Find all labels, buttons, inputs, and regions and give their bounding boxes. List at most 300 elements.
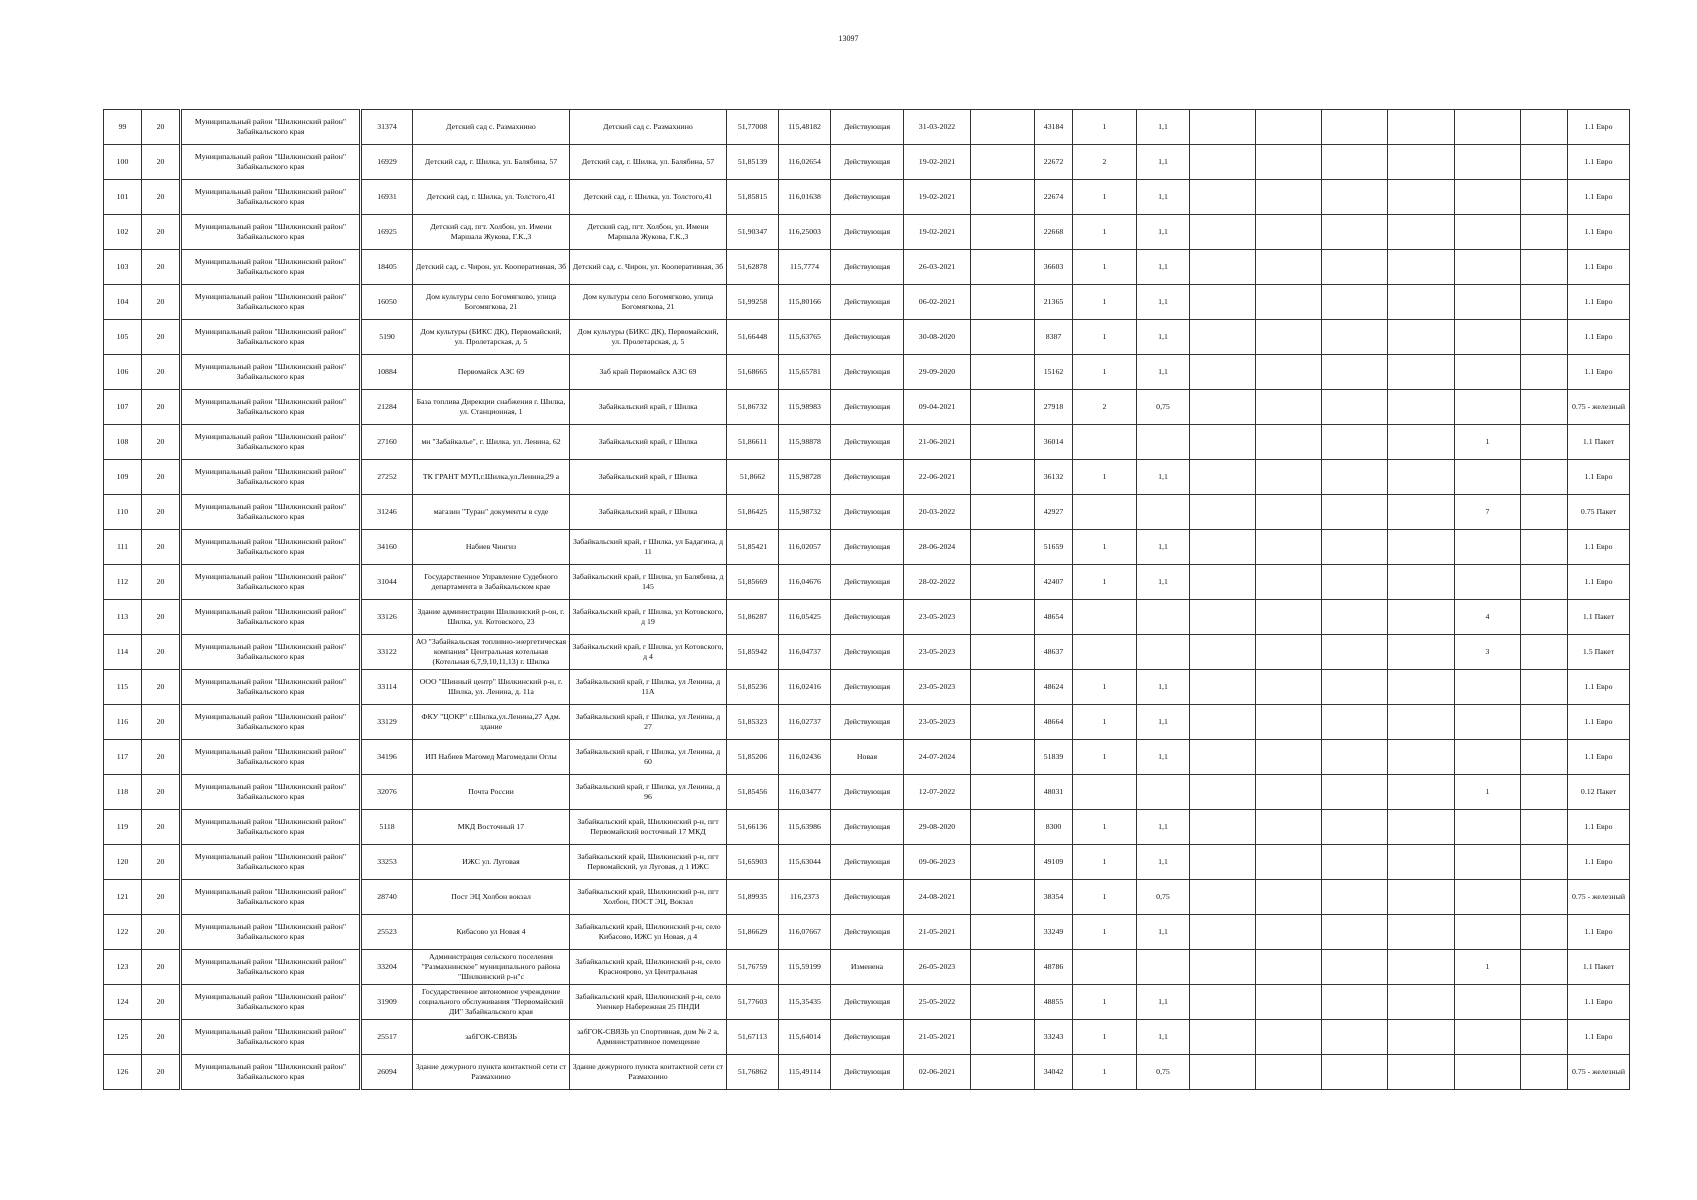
empty-col-cell — [1388, 215, 1455, 250]
longitude-cell — [779, 670, 831, 705]
empty-col-cell — [1521, 880, 1568, 915]
row-number: 104 — [116, 297, 129, 306]
longitude-cell — [779, 810, 831, 845]
municipality-cell — [181, 320, 361, 355]
region-code: 20 — [156, 612, 165, 621]
container-type-cell — [1568, 670, 1630, 705]
container-count-cell — [1073, 1055, 1137, 1090]
latitude-cell — [727, 635, 779, 670]
empty-col-cell — [1322, 460, 1388, 495]
date-cell — [904, 845, 971, 880]
empty-col-cell — [971, 390, 1035, 425]
latitude-cell — [727, 530, 779, 565]
table-row — [104, 495, 1630, 530]
container-count-cell — [1073, 775, 1137, 810]
site-id: 16925 — [377, 227, 397, 236]
region-code-cell — [142, 810, 181, 845]
empty-col-cell — [1388, 705, 1455, 740]
record-code: 33243 — [1043, 1032, 1064, 1041]
container-volume-cell — [1137, 355, 1190, 390]
container-type: 1.1 Евро — [1584, 717, 1613, 726]
empty-col-cell — [1190, 880, 1256, 915]
site-address: Забайкальский край, г Шилка, ул Ленина, д 60 — [575, 747, 721, 766]
region-code: 20 — [156, 857, 165, 866]
region-code: 20 — [156, 962, 165, 971]
site-name: Детский сад, г. Шилка, ул. Толстого,41 — [426, 192, 556, 201]
municipality-cell — [181, 845, 361, 880]
container-count: 1 — [1102, 472, 1107, 481]
site-address-cell — [570, 1020, 727, 1055]
empty-col-cell — [1256, 180, 1322, 215]
container-type-cell — [1568, 425, 1630, 460]
site-address: Забайкальский край, г Шилка, ул Котовского, д 4 — [572, 642, 724, 661]
site-name: Государственное Управление Судебного департамента в Забайкальском крае — [424, 572, 558, 591]
region-code-cell — [142, 180, 181, 215]
container-type: 1.1 Евро — [1584, 227, 1613, 236]
site-id: 16929 — [377, 157, 397, 166]
site-id: 16931 — [377, 192, 397, 201]
bag-quantity: 4 — [1485, 612, 1490, 621]
site-id-cell — [361, 110, 413, 145]
site-name: Детский сад с. Размахнино — [446, 122, 536, 131]
status: Действующая — [843, 542, 891, 551]
container-count-cell — [1073, 915, 1137, 950]
table-row — [104, 180, 1630, 215]
row-number-cell — [104, 600, 142, 635]
container-volume-cell — [1137, 180, 1190, 215]
site-name-cell — [413, 355, 570, 390]
date-cell — [904, 810, 971, 845]
empty-col-cell — [1190, 285, 1256, 320]
site-name: забГОК-СВЯЗЬ — [465, 1032, 517, 1041]
longitude: 116,02057 — [788, 542, 821, 551]
date-cell — [904, 635, 971, 670]
longitude-cell — [779, 915, 831, 950]
bag-quantity-cell — [1455, 600, 1521, 635]
longitude: 115,80166 — [788, 297, 821, 306]
municipality-cell — [181, 530, 361, 565]
empty-col-cell — [971, 355, 1035, 390]
bag-quantity-cell — [1455, 145, 1521, 180]
latitude: 51,77603 — [737, 997, 768, 1006]
latitude: 51,85456 — [737, 787, 768, 796]
site-address: Забайкальский край, г Шилка, ул Балябина, д 145 — [572, 572, 724, 591]
container-count-cell — [1073, 390, 1137, 425]
site-address-cell — [570, 215, 727, 250]
site-address-cell — [570, 110, 727, 145]
container-volume-cell — [1137, 915, 1190, 950]
latitude-cell — [727, 985, 779, 1020]
site-id: 31044 — [377, 577, 397, 586]
site-address-cell — [570, 915, 727, 950]
container-type: 1.1 Пакет — [1582, 437, 1615, 446]
status: Действующая — [843, 332, 891, 341]
container-type: 1.1 Евро — [1584, 332, 1613, 341]
record-code: 21365 — [1043, 297, 1064, 306]
empty-col-cell — [1256, 985, 1322, 1020]
status-cell — [831, 180, 904, 215]
empty-col-cell — [1388, 250, 1455, 285]
status-cell — [831, 845, 904, 880]
latitude: 51,85815 — [737, 192, 768, 201]
site-id-cell — [361, 145, 413, 180]
status: Действующая — [843, 577, 891, 586]
empty-col-cell — [1388, 810, 1455, 845]
record-code-cell — [1035, 915, 1073, 950]
empty-col-cell — [971, 705, 1035, 740]
municipality: Муниципальный район "Шилкинский район" Забайкальского края — [194, 1062, 347, 1081]
municipality-cell — [181, 425, 361, 460]
container-volume: 1,1 — [1158, 927, 1168, 936]
date: 23-05-2023 — [918, 647, 956, 656]
row-number-cell — [104, 880, 142, 915]
site-name-cell — [413, 950, 570, 985]
date-cell — [904, 950, 971, 985]
container-count: 1 — [1102, 332, 1107, 341]
site-name-cell — [413, 320, 570, 355]
longitude-cell — [779, 285, 831, 320]
latitude: 51,90347 — [737, 227, 768, 236]
container-type: 0.75 Пакет — [1580, 507, 1617, 516]
bag-quantity-cell — [1455, 110, 1521, 145]
container-volume-cell — [1137, 845, 1190, 880]
region-code-cell — [142, 705, 181, 740]
container-volume-cell — [1137, 705, 1190, 740]
empty-col-cell — [1190, 810, 1256, 845]
empty-col-cell — [1322, 390, 1388, 425]
row-number-cell — [104, 425, 142, 460]
municipality-cell — [181, 810, 361, 845]
latitude-cell — [727, 600, 779, 635]
longitude-cell — [779, 425, 831, 460]
container-type: 1.1 Евро — [1584, 472, 1613, 481]
site-name: МКД Восточный 17 — [457, 822, 525, 831]
empty-col-cell — [1256, 670, 1322, 705]
empty-col-cell — [1322, 1055, 1388, 1090]
container-volume-cell — [1137, 495, 1190, 530]
status: Действующая — [843, 122, 891, 131]
status-cell — [831, 215, 904, 250]
municipality: Муниципальный район "Шилкинский район" Забайкальского края — [194, 712, 347, 731]
municipality: Муниципальный район "Шилкинский район" Забайкальского края — [194, 397, 347, 416]
bag-quantity-cell — [1455, 915, 1521, 950]
container-volume: 1,1 — [1158, 542, 1168, 551]
date-cell — [904, 670, 971, 705]
municipality: Муниципальный район "Шилкинский район" Забайкальского края — [194, 257, 347, 276]
site-name: Почта России — [468, 787, 514, 796]
container-count-cell — [1073, 740, 1137, 775]
region-code: 20 — [156, 1067, 165, 1076]
municipality-cell — [181, 180, 361, 215]
site-name-cell — [413, 1020, 570, 1055]
record-code-cell — [1035, 390, 1073, 425]
empty-col-cell — [1322, 530, 1388, 565]
empty-col-cell — [1322, 775, 1388, 810]
status: Действующая — [843, 507, 891, 516]
site-address-cell — [570, 705, 727, 740]
empty-col-cell — [1322, 495, 1388, 530]
empty-col-cell — [971, 845, 1035, 880]
container-type-cell — [1568, 740, 1630, 775]
status: Действующая — [843, 402, 891, 411]
record-code-cell — [1035, 320, 1073, 355]
site-id-cell — [361, 285, 413, 320]
table-row — [104, 390, 1630, 425]
record-code-cell — [1035, 705, 1073, 740]
site-name: ООО "Шинный центр" Шилкинский р-н, г. Шилка, ул. Ленина, д. 11а — [419, 677, 563, 696]
empty-col-cell — [1190, 670, 1256, 705]
site-name: мн "Забайкалье", г. Шилка, ул. Ленина, 62 — [421, 437, 561, 446]
latitude: 51,62878 — [737, 262, 768, 271]
latitude-cell — [727, 1055, 779, 1090]
row-number: 105 — [116, 332, 129, 341]
container-volume: 1,1 — [1158, 682, 1168, 691]
bag-quantity-cell — [1455, 460, 1521, 495]
container-count-cell — [1073, 1020, 1137, 1055]
record-code: 22668 — [1043, 227, 1064, 236]
container-volume-cell — [1137, 810, 1190, 845]
site-id: 16050 — [377, 297, 397, 306]
latitude-cell — [727, 215, 779, 250]
date: 29-09-2020 — [918, 367, 956, 376]
container-type-cell — [1568, 565, 1630, 600]
municipality-cell — [181, 460, 361, 495]
container-type-cell — [1568, 1020, 1630, 1055]
empty-col-cell — [1322, 950, 1388, 985]
container-count-cell — [1073, 180, 1137, 215]
region-code-cell — [142, 565, 181, 600]
municipality: Муниципальный район "Шилкинский район" Забайкальского края — [194, 222, 347, 241]
container-type: 1.1 Евро — [1584, 682, 1613, 691]
empty-col-cell — [1190, 110, 1256, 145]
municipality-cell — [181, 390, 361, 425]
empty-col-cell — [971, 635, 1035, 670]
site-name: ИП Набиев Магомед Магомедали Оглы — [425, 752, 557, 761]
region-code-cell — [142, 215, 181, 250]
empty-col-cell — [971, 1055, 1035, 1090]
date: 19-02-2021 — [918, 157, 956, 166]
site-name: Государственное автономное учреждение социального обслуживания "Первомайский ДИ" Забайкальского края — [418, 987, 564, 1016]
container-volume: 1,1 — [1158, 332, 1168, 341]
date-cell — [904, 1020, 971, 1055]
record-code-cell — [1035, 670, 1073, 705]
latitude: 51,85942 — [737, 647, 768, 656]
container-type-cell — [1568, 320, 1630, 355]
site-id: 10884 — [377, 367, 397, 376]
container-volume-cell — [1137, 1055, 1190, 1090]
date: 23-05-2023 — [918, 717, 956, 726]
date-cell — [904, 285, 971, 320]
site-name-cell — [413, 390, 570, 425]
empty-col-cell — [1521, 600, 1568, 635]
container-volume-cell — [1137, 880, 1190, 915]
date: 02-06-2021 — [918, 1067, 956, 1076]
container-type-cell — [1568, 915, 1630, 950]
municipality-cell — [181, 215, 361, 250]
container-count: 1 — [1102, 577, 1107, 586]
longitude-cell — [779, 355, 831, 390]
site-name-cell — [413, 145, 570, 180]
row-number: 125 — [116, 1032, 129, 1041]
municipality: Муниципальный район "Шилкинский район" Забайкальского края — [194, 607, 347, 626]
site-id: 27252 — [377, 472, 397, 481]
status-cell — [831, 565, 904, 600]
date: 25-05-2022 — [918, 997, 956, 1006]
site-id: 33114 — [377, 682, 397, 691]
row-number: 115 — [116, 682, 129, 691]
region-code-cell — [142, 425, 181, 460]
region-code: 20 — [156, 262, 165, 271]
empty-col-cell — [1190, 180, 1256, 215]
empty-col-cell — [1190, 460, 1256, 495]
site-address: Забайкальский край, Шилкинский р-н, село Уненкер Набережная 25 ПНДИ — [575, 992, 721, 1011]
status-cell — [831, 110, 904, 145]
status-cell — [831, 460, 904, 495]
container-volume: 1,1 — [1158, 577, 1168, 586]
container-volume-cell — [1137, 110, 1190, 145]
empty-col-cell — [1521, 810, 1568, 845]
site-address: Забайкальский край, г Шилка, ул Котовского, д 19 — [572, 607, 724, 626]
longitude-cell — [779, 215, 831, 250]
region-code: 20 — [156, 472, 165, 481]
container-type-cell — [1568, 460, 1630, 495]
bag-quantity-cell — [1455, 320, 1521, 355]
site-name: Кибасово ул Новая 4 — [456, 927, 526, 936]
empty-col-cell — [1388, 285, 1455, 320]
container-volume: 1,1 — [1158, 122, 1168, 131]
latitude: 51,76862 — [737, 1067, 768, 1076]
site-id-cell — [361, 355, 413, 390]
municipality-cell — [181, 565, 361, 600]
municipality-cell — [181, 600, 361, 635]
date-cell — [904, 320, 971, 355]
site-name-cell — [413, 285, 570, 320]
latitude-cell — [727, 320, 779, 355]
site-id: 26094 — [377, 1067, 397, 1076]
empty-col-cell — [1388, 390, 1455, 425]
bag-quantity-cell — [1455, 390, 1521, 425]
record-code-cell — [1035, 740, 1073, 775]
municipality: Муниципальный район "Шилкинский район" Забайкальского края — [194, 362, 347, 381]
site-name-cell — [413, 880, 570, 915]
empty-col-cell — [1256, 460, 1322, 495]
municipality: Муниципальный район "Шилкинский район" Забайкальского края — [194, 327, 347, 346]
status: Действующая — [843, 1032, 891, 1041]
empty-col-cell — [971, 215, 1035, 250]
container-type: 0.75 - железный — [1572, 892, 1625, 901]
status-cell — [831, 145, 904, 180]
empty-col-cell — [1322, 250, 1388, 285]
latitude-cell — [727, 880, 779, 915]
empty-col-cell — [1322, 600, 1388, 635]
container-count-cell — [1073, 565, 1137, 600]
site-address-cell — [570, 320, 727, 355]
latitude-cell — [727, 950, 779, 985]
bag-quantity-cell — [1455, 635, 1521, 670]
site-name: Здание администрации Шилкинский р-он, г. Шилка, ул. Котовского, 23 — [417, 607, 565, 626]
longitude-cell — [779, 250, 831, 285]
status-cell — [831, 705, 904, 740]
empty-col-cell — [1256, 215, 1322, 250]
container-volume: 1,1 — [1158, 227, 1168, 236]
site-name-cell — [413, 215, 570, 250]
empty-col-cell — [1190, 1020, 1256, 1055]
site-name-cell — [413, 530, 570, 565]
empty-col-cell — [1521, 145, 1568, 180]
record-code: 8387 — [1045, 332, 1062, 341]
row-number-cell — [104, 565, 142, 600]
longitude: 116,05425 — [788, 612, 821, 621]
date: 09-04-2021 — [918, 402, 956, 411]
container-count-cell — [1073, 460, 1137, 495]
container-type: 1.1 Евро — [1584, 577, 1613, 586]
empty-col-cell — [1322, 635, 1388, 670]
site-id: 34196 — [377, 752, 397, 761]
date-cell — [904, 530, 971, 565]
status-cell — [831, 950, 904, 985]
site-name: Набиев Чингиз — [465, 542, 517, 551]
site-address-cell — [570, 1055, 727, 1090]
record-code-cell — [1035, 145, 1073, 180]
record-code: 51839 — [1043, 752, 1064, 761]
date: 26-03-2021 — [918, 262, 956, 271]
date: 21-06-2021 — [918, 437, 956, 446]
site-name-cell — [413, 425, 570, 460]
table-row — [104, 635, 1630, 670]
container-type: 1.5 Пакет — [1582, 647, 1615, 656]
longitude: 116,01638 — [788, 192, 821, 201]
region-code: 20 — [156, 507, 165, 516]
site-address-cell — [570, 810, 727, 845]
row-number: 124 — [116, 997, 129, 1006]
date-cell — [904, 705, 971, 740]
bag-quantity-cell — [1455, 215, 1521, 250]
container-type: 1.1 Евро — [1584, 262, 1613, 271]
row-number-cell — [104, 1055, 142, 1090]
container-count-cell — [1073, 880, 1137, 915]
status: Действующая — [843, 857, 891, 866]
empty-col-cell — [1388, 985, 1455, 1020]
container-count: 1 — [1102, 822, 1107, 831]
longitude: 116,02416 — [788, 682, 821, 691]
empty-col-cell — [1388, 600, 1455, 635]
empty-col-cell — [971, 985, 1035, 1020]
table-row — [104, 285, 1630, 320]
container-count-cell — [1073, 985, 1137, 1020]
site-name: Детский сад, г. Шилка, ул. Балябина, 57 — [424, 157, 558, 166]
empty-col-cell — [1521, 215, 1568, 250]
site-id: 31246 — [377, 507, 397, 516]
latitude: 51,86287 — [737, 612, 768, 621]
container-count-cell — [1073, 250, 1137, 285]
row-number: 121 — [116, 892, 129, 901]
longitude: 116,02436 — [788, 752, 821, 761]
bag-quantity: 1 — [1485, 962, 1490, 971]
site-address: Дом культуры село Богомягково, улица Богомягкова, 21 — [582, 292, 714, 311]
region-code: 20 — [156, 927, 165, 936]
bag-quantity-cell — [1455, 285, 1521, 320]
longitude: 116,07667 — [788, 927, 821, 936]
site-name-cell — [413, 915, 570, 950]
longitude-cell — [779, 180, 831, 215]
container-type: 0.75 - железный — [1572, 402, 1625, 411]
longitude-cell — [779, 635, 831, 670]
site-name-cell — [413, 495, 570, 530]
longitude: 115,7774 — [790, 262, 819, 271]
row-number: 109 — [116, 472, 129, 481]
container-count: 1 — [1102, 297, 1107, 306]
record-code-cell — [1035, 460, 1073, 495]
